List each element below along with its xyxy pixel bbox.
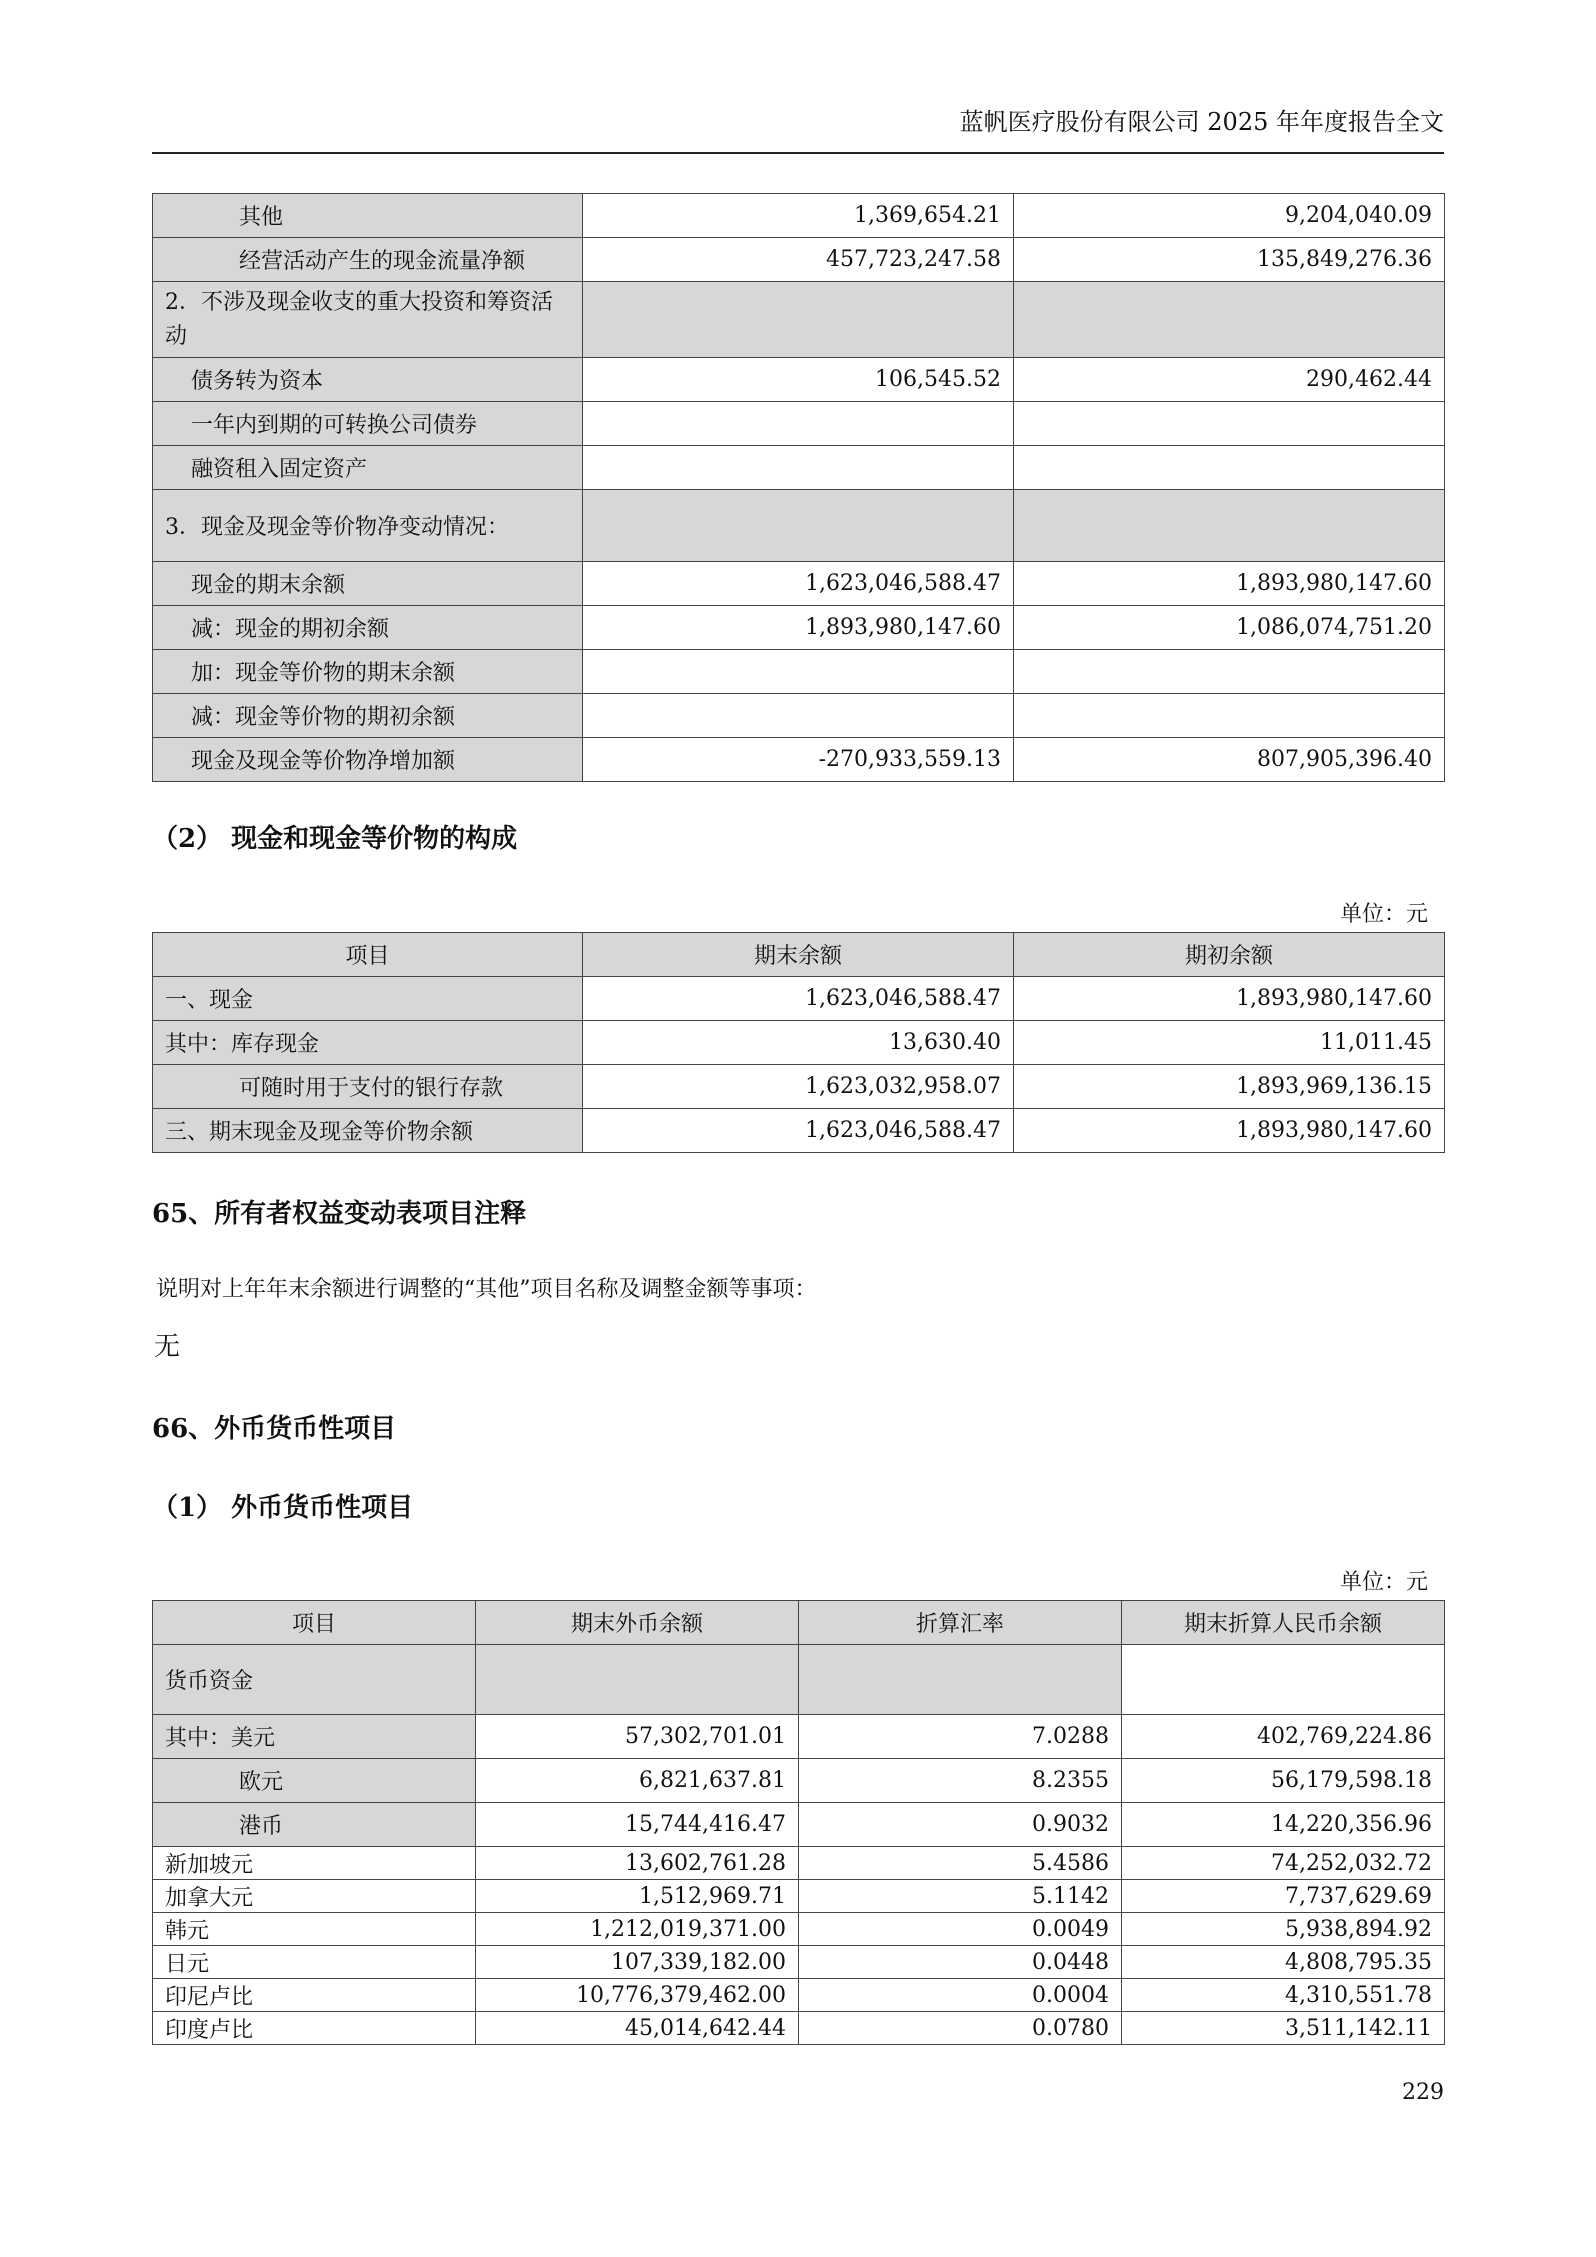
table-row: 印度卢比 45,014,642.44 0.0780 3,511,142.11 <box>153 2012 1445 2045</box>
table-row: 港币 15,744,416.47 0.9032 14,220,356.96 <box>153 1803 1445 1847</box>
table-row: 经营活动产生的现金流量净额 457,723,247.58 135,849,276.36 <box>153 238 1445 282</box>
page-number: 229 <box>1402 2080 1444 2105</box>
table-row: 日元 107,339,182.00 0.0448 4,808,795.35 <box>153 1946 1445 1979</box>
section-heading-66: 66、外币货币性项目 <box>152 1414 397 1444</box>
report-title: 蓝帆医疗股份有限公司 2025 年年度报告全文 <box>959 108 1444 136</box>
table-row: 韩元 1,212,019,371.00 0.0049 5,938,894.92 <box>153 1913 1445 1946</box>
table-row: 一年内到期的可转换公司债券 <box>153 402 1445 446</box>
table-row: 新加坡元 13,602,761.28 5.4586 74,252,032.72 <box>153 1847 1445 1880</box>
cash-flow-supplement-table <box>152 193 1445 782</box>
table-row: 货币资金 <box>153 1645 1445 1715</box>
cash-composition-table <box>152 932 1445 1153</box>
table-row: 其他 1,369,654.21 9,204,040.09 <box>153 194 1445 238</box>
table-row: 减：现金等价物的期初余额 <box>153 694 1445 738</box>
page-header <box>152 108 1444 154</box>
adjustment-note: 说明对上年年末余额进行调整的“其他”项目名称及调整金额等事项： <box>156 1277 817 1302</box>
table-row: 2．不涉及现金收支的重大投资和筹资活动 <box>153 282 1445 358</box>
table-row: 加：现金等价物的期末余额 <box>153 650 1445 694</box>
table-row: 可随时用于支付的银行存款 1,623,032,958.07 1,893,969,136.15 <box>153 1065 1445 1109</box>
unit-label: 单位：元 <box>1339 902 1428 927</box>
table-row: 现金的期末余额 1,623,046,588.47 1,893,980,147.60 <box>153 562 1445 606</box>
table-row: 其中：库存现金 13,630.40 11,011.45 <box>153 1021 1445 1065</box>
unit-label: 单位：元 <box>1339 1570 1428 1595</box>
subsection-heading-66-1: （1） 外币货币性项目 <box>152 1493 414 1523</box>
table-row: 三、期末现金及现金等价物余额 1,623,046,588.47 1,893,980,147.60 <box>153 1109 1445 1153</box>
table-row: 现金及现金等价物净增加额 -270,933,559.13 807,905,396.40 <box>153 738 1445 782</box>
foreign-currency-table <box>152 1600 1445 2045</box>
table-row: 欧元 6,821,637.81 8.2355 56,179,598.18 <box>153 1759 1445 1803</box>
table-row: 融资租入固定资产 <box>153 446 1445 490</box>
table-row: 加拿大元 1,512,969.71 5.1142 7,737,629.69 <box>153 1880 1445 1913</box>
table-header-row: 项目 期末余额 期初余额 <box>153 933 1445 977</box>
section-heading-cash-composition: （2） 现金和现金等价物的构成 <box>152 824 518 854</box>
table-row: 印尼卢比 10,776,379,462.00 0.0004 4,310,551.78 <box>153 1979 1445 2012</box>
section-heading-65: 65、所有者权益变动表项目注释 <box>152 1199 527 1229</box>
table-row: 减：现金的期初余额 1,893,980,147.60 1,086,074,751.20 <box>153 606 1445 650</box>
table-header-row: 项目 期末外币余额 折算汇率 期末折算人民币余额 <box>153 1601 1445 1645</box>
adjustment-value: 无 <box>154 1332 181 1362</box>
table-row: 其中：美元 57,302,701.01 7.0288 402,769,224.86 <box>153 1715 1445 1759</box>
table-row: 债务转为资本 106,545.52 290,462.44 <box>153 358 1445 402</box>
table-row: 3．现金及现金等价物净变动情况： <box>153 490 1445 562</box>
table-row: 一、现金 1,623,046,588.47 1,893,980,147.60 <box>153 977 1445 1021</box>
